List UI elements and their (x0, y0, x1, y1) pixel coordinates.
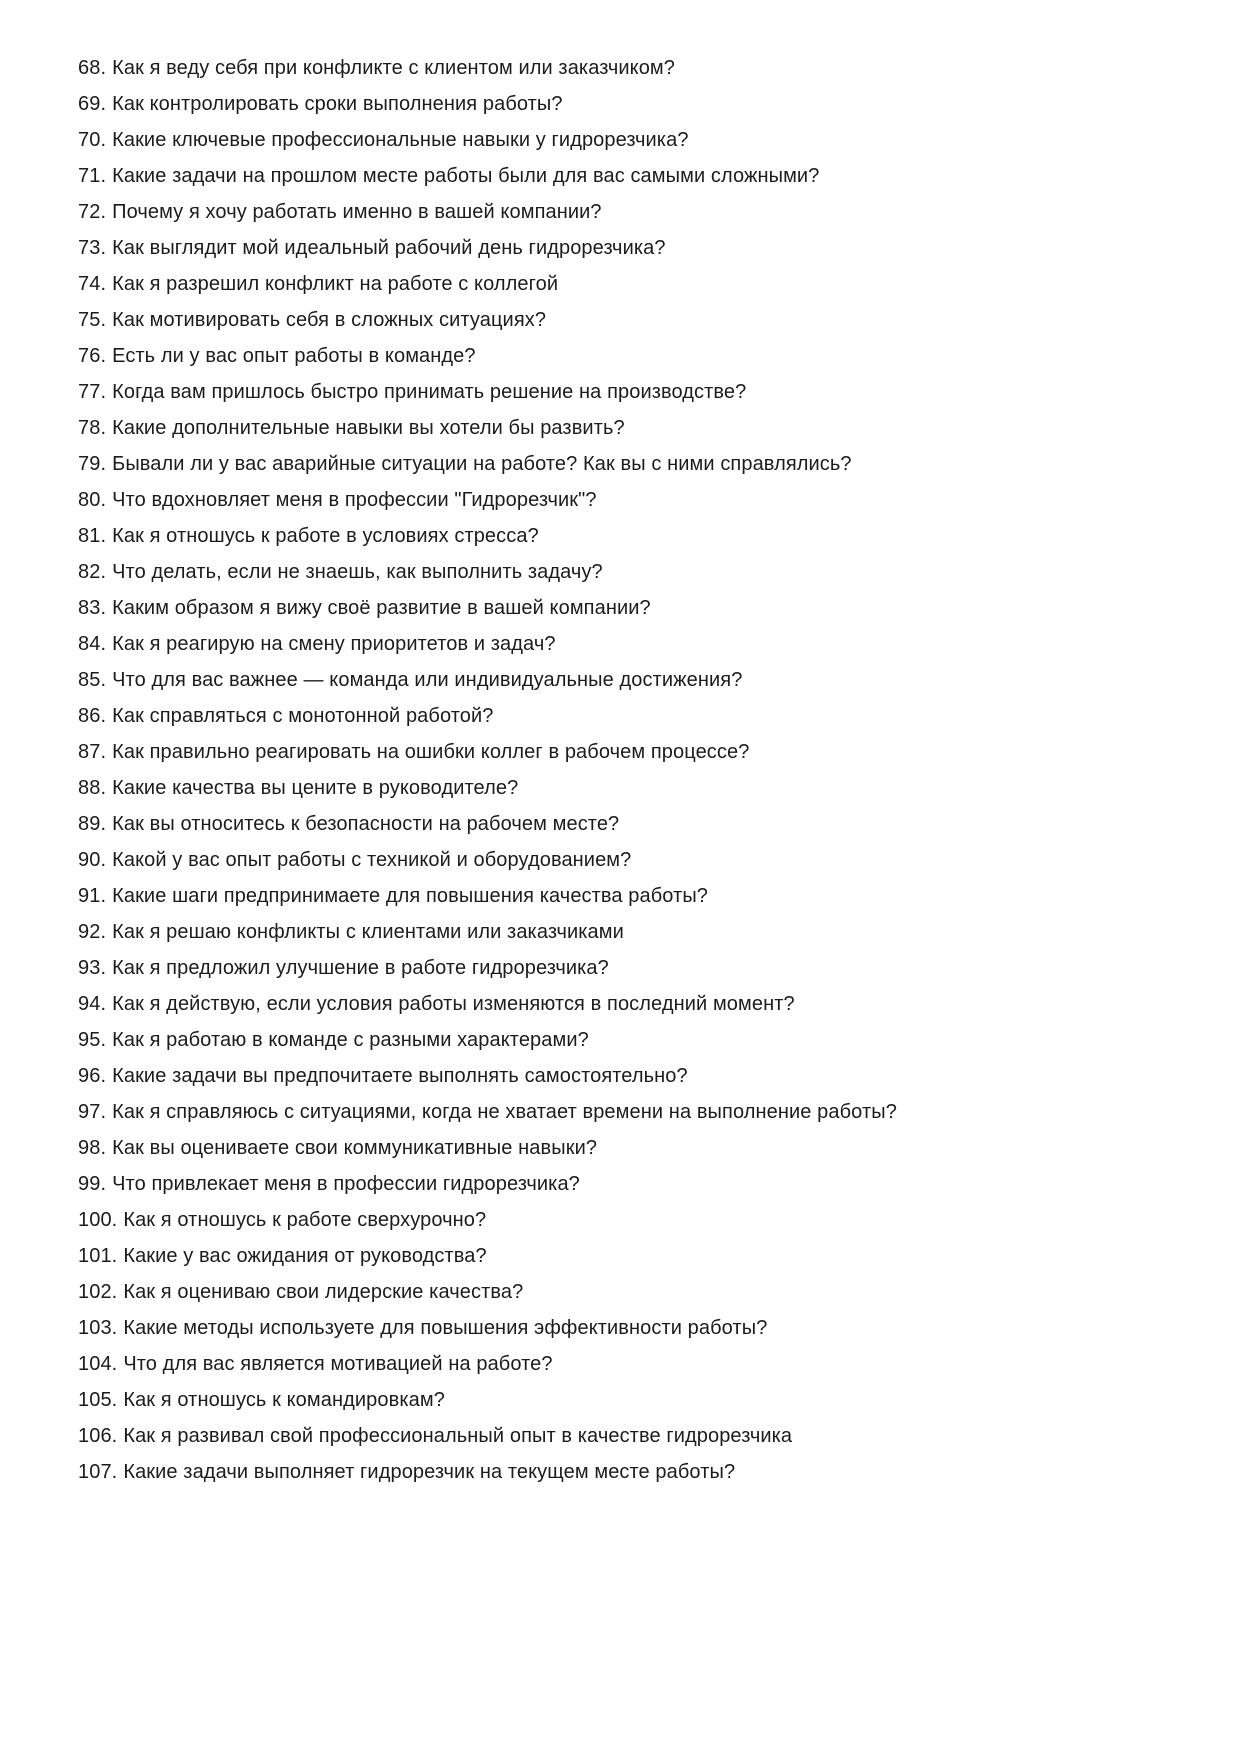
question-text: Как я отношусь к командировкам? (123, 1389, 445, 1411)
question-text: Как я решаю конфликты с клиентами или заказчиками (112, 921, 624, 943)
question-item (78, 590, 1159, 626)
question-number: 82. (78, 561, 107, 583)
question-item (78, 914, 1159, 950)
question-text: Как контролировать сроки выполнения работы? (112, 93, 563, 115)
question-text: Как выглядит мой идеальный рабочий день гидрорезчика? (112, 237, 666, 259)
question-text: Какие задачи вы предпочитаете выполнять самостоятельно? (112, 1065, 688, 1087)
question-list (78, 50, 1159, 1490)
question-text: Как я справляюсь с ситуациями, когда не хватает времени на выполнение работы? (112, 1101, 897, 1123)
question-number: 75. (78, 309, 107, 331)
question-item (78, 50, 1159, 86)
question-number: 91. (78, 885, 107, 907)
question-number: 107. (78, 1461, 118, 1483)
question-item (78, 1130, 1159, 1166)
question-number: 95. (78, 1029, 107, 1051)
question-item (78, 950, 1159, 986)
question-text: Какие качества вы цените в руководителе? (112, 777, 519, 799)
question-item (78, 86, 1159, 122)
question-number: 87. (78, 741, 107, 763)
question-text: Как я отношусь к работе сверхурочно? (123, 1209, 487, 1231)
question-text: Как я работаю в команде с разными характерами? (112, 1029, 589, 1051)
question-item (78, 1274, 1159, 1310)
question-number: 70. (78, 129, 107, 151)
question-item (78, 194, 1159, 230)
question-item (78, 770, 1159, 806)
question-number: 81. (78, 525, 107, 547)
question-text: Как я действую, если условия работы изменяются в последний момент? (112, 993, 795, 1015)
question-text: Как вы оцениваете свои коммуникативные навыки? (112, 1137, 598, 1159)
question-item (78, 374, 1159, 410)
question-item (78, 986, 1159, 1022)
question-number: 69. (78, 93, 107, 115)
question-text: Какие шаги предпринимаете для повышения качества работы? (112, 885, 709, 907)
question-text: Какие дополнительные навыки вы хотели бы развить? (112, 417, 625, 439)
question-text: Какой у вас опыт работы с техникой и оборудованием? (112, 849, 632, 871)
question-number: 99. (78, 1173, 107, 1195)
question-number: 78. (78, 417, 107, 439)
question-number: 68. (78, 57, 107, 79)
question-item (78, 734, 1159, 770)
question-item (78, 1454, 1159, 1490)
question-number: 94. (78, 993, 107, 1015)
question-number: 105. (78, 1389, 118, 1411)
question-number: 93. (78, 957, 107, 979)
question-text: Что привлекает меня в профессии гидрорезчика? (112, 1173, 580, 1195)
question-number: 98. (78, 1137, 107, 1159)
question-text: Какие задачи выполняет гидрорезчик на текущем месте работы? (123, 1461, 736, 1483)
question-text: Как я отношусь к работе в условиях стресса? (112, 525, 539, 547)
question-item (78, 230, 1159, 266)
question-item (78, 1238, 1159, 1274)
question-text: Бывали ли у вас аварийные ситуации на работе? Как вы с ними справлялись? (112, 453, 852, 475)
question-text: Как справляться с монотонной работой? (112, 705, 494, 727)
question-item (78, 662, 1159, 698)
question-number: 71. (78, 165, 107, 187)
question-text: Как я предложил улучшение в работе гидрорезчика? (112, 957, 609, 979)
question-number: 79. (78, 453, 107, 475)
question-number: 72. (78, 201, 107, 223)
question-text: Как я реагирую на смену приоритетов и задач? (112, 633, 556, 655)
question-number: 106. (78, 1425, 118, 1447)
question-number: 76. (78, 345, 107, 367)
question-text: Есть ли у вас опыт работы в команде? (112, 345, 476, 367)
question-number: 100. (78, 1209, 118, 1231)
question-number: 80. (78, 489, 107, 511)
question-text: Какие методы используете для повышения эффективности работы? (123, 1317, 768, 1339)
question-text: Как я разрешил конфликт на работе с коллегой (112, 273, 559, 295)
question-item (78, 1202, 1159, 1238)
question-text: Как мотивировать себя в сложных ситуациях? (112, 309, 547, 331)
question-number: 74. (78, 273, 107, 295)
question-item (78, 1346, 1159, 1382)
question-item (78, 1418, 1159, 1454)
question-text: Как я веду себя при конфликте с клиентом или заказчиком? (112, 57, 675, 79)
question-item (78, 302, 1159, 338)
question-item (78, 266, 1159, 302)
question-number: 83. (78, 597, 107, 619)
question-item (78, 1166, 1159, 1202)
question-text: Какие задачи на прошлом месте работы были для вас самыми сложными? (112, 165, 820, 187)
question-item (78, 482, 1159, 518)
question-item (78, 338, 1159, 374)
question-item (78, 122, 1159, 158)
question-item (78, 518, 1159, 554)
question-number: 101. (78, 1245, 118, 1267)
question-number: 84. (78, 633, 107, 655)
question-item (78, 410, 1159, 446)
question-item (78, 698, 1159, 734)
question-text: Что делать, если не знаешь, как выполнить задачу? (112, 561, 603, 583)
question-number: 104. (78, 1353, 118, 1375)
question-item (78, 554, 1159, 590)
question-number: 97. (78, 1101, 107, 1123)
question-text: Когда вам пришлось быстро принимать решение на производстве? (112, 381, 747, 403)
question-text: Какие ключевые профессиональные навыки у гидрорезчика? (112, 129, 689, 151)
question-item (78, 446, 1159, 482)
question-number: 85. (78, 669, 107, 691)
question-item (78, 1094, 1159, 1130)
question-item (78, 158, 1159, 194)
question-item (78, 878, 1159, 914)
question-item (78, 806, 1159, 842)
question-number: 90. (78, 849, 107, 871)
question-number: 96. (78, 1065, 107, 1087)
question-text: Как правильно реагировать на ошибки коллег в рабочем процессе? (112, 741, 750, 763)
question-item (78, 1310, 1159, 1346)
question-text: Почему я хочу работать именно в вашей компании? (112, 201, 602, 223)
question-item (78, 842, 1159, 878)
question-item (78, 1022, 1159, 1058)
question-text: Как вы относитесь к безопасности на рабочем месте? (112, 813, 620, 835)
question-number: 103. (78, 1317, 118, 1339)
question-number: 92. (78, 921, 107, 943)
question-text: Каким образом я вижу своё развитие в вашей компании? (112, 597, 651, 619)
question-number: 102. (78, 1281, 118, 1303)
question-item (78, 1058, 1159, 1094)
question-text: Что для вас является мотивацией на работе? (123, 1353, 553, 1375)
question-item (78, 1382, 1159, 1418)
question-item (78, 626, 1159, 662)
question-number: 89. (78, 813, 107, 835)
question-number: 77. (78, 381, 107, 403)
question-text: Что для вас важнее — команда или индивидуальные достижения? (112, 669, 743, 691)
question-text: Какие у вас ожидания от руководства? (123, 1245, 487, 1267)
question-text: Как я развивал свой профессиональный опыт в качестве гидрорезчика (123, 1425, 793, 1447)
question-text: Как я оцениваю свои лидерские качества? (123, 1281, 524, 1303)
question-number: 86. (78, 705, 107, 727)
question-number: 88. (78, 777, 107, 799)
question-text: Что вдохновляет меня в профессии "Гидрорезчик"? (112, 489, 597, 511)
question-number: 73. (78, 237, 107, 259)
